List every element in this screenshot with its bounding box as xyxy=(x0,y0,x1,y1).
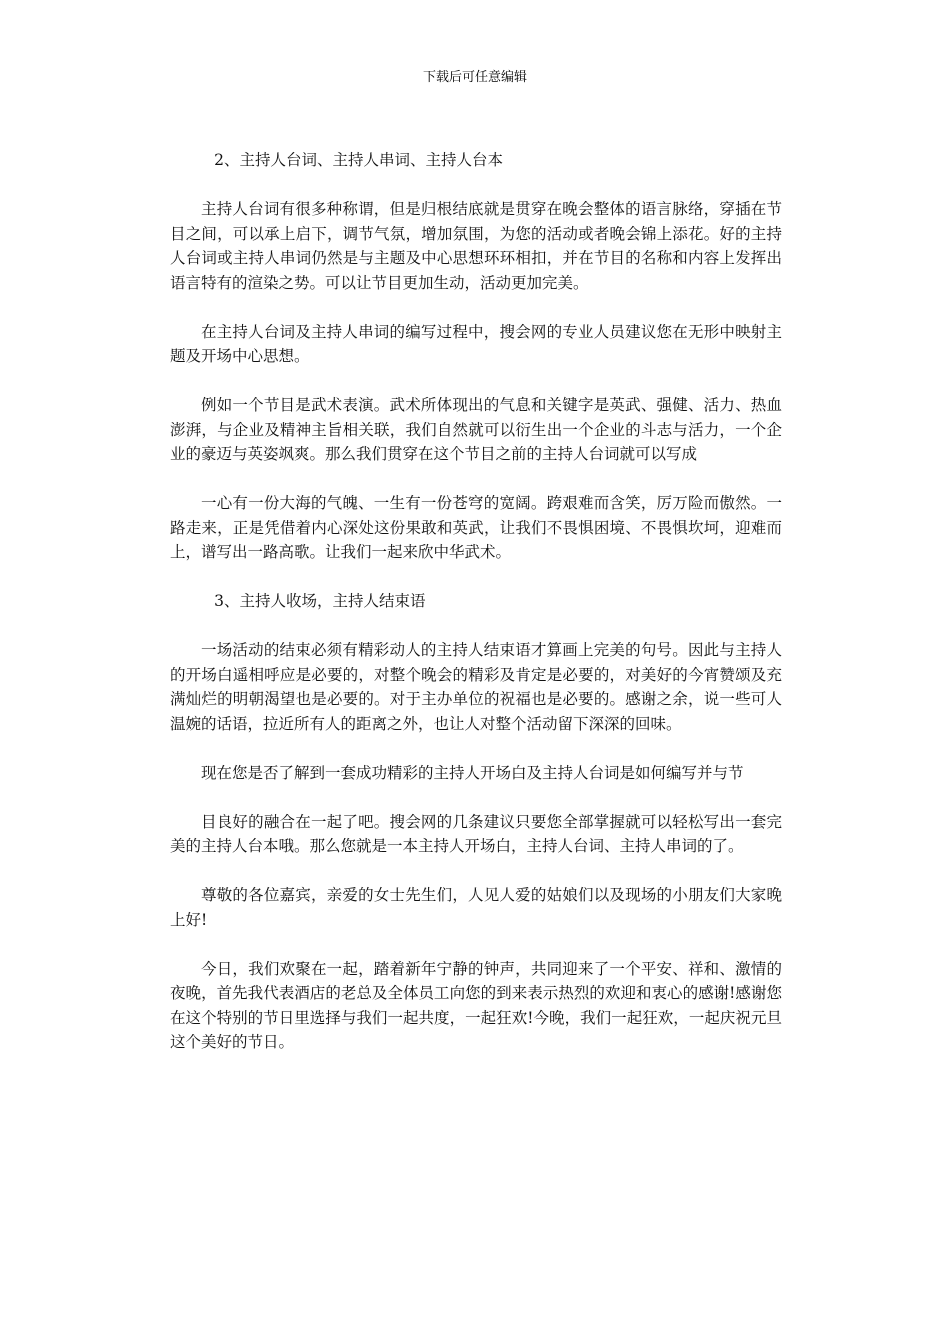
paragraph: 目良好的融合在一起了吧。搜会网的几条建议只要您全部掌握就可以轻松写出一套完美的主持人台本哦。那么您就是一本主持人开场白，主持人台词、主持人串词的了。 xyxy=(170,812,782,855)
document-body xyxy=(170,148,782,1079)
section-heading-3: 3、主持人收场，主持人结束语 xyxy=(214,592,426,610)
paragraph: 主持人台词有很多种称谓，但是归根结底就是贯穿在晚会整体的语言脉络，穿插在节目之间，可以承上启下，调节气氛，增加氛围，为您的活动或者晚会锦上添花。好的主持人台词或主持人串词仍然是与主题及中心思想环环相扣，并在节目的名称和内容上发挥出语言特有的渲染之势。可以让节目更加生动，活动更加完美。 xyxy=(170,200,782,292)
paragraph: 例如一个节目是武术表演。武术所体现出的气息和关键字是英武、强健、活力、热血澎湃，与企业及精神主旨相关联，我们自然就可以衍生出一个企业的斗志与活力，一个企业的豪迈与英姿飒爽。那么我们贯穿在这个节目之前的主持人台词就可以写成 xyxy=(170,396,782,463)
page-header: 下载后可任意编辑 xyxy=(422,70,527,85)
paragraph: 一场活动的结束必须有精彩动人的主持人结束语才算画上完美的句号。因此与主持人的开场白遥相呼应是必要的，对整个晚会的精彩及肯定是必要的，对美好的今宵赞颂及充满灿烂的明朝渴望也是必要的。对于主办单位的祝福也是必要的。感谢之余，说一些可人温婉的话语，拉近所有人的距离之外，也让人对整个活动留下深深的回味。 xyxy=(170,641,782,733)
paragraph: 今日，我们欢聚在一起，踏着新年宁静的钟声，共同迎来了一个平安、祥和、激情的夜晚，首先我代表酒店的老总及全体员工向您的到来表示热烈的欢迎和衷心的感谢!感谢您在这个特别的节日里选择与我们一起共度，一起狂欢!今晚，我们一起狂欢，一起庆祝元旦这个美好的节日。 xyxy=(170,959,782,1051)
paragraph: 在主持人台词及主持人串词的编写过程中，搜会网的专业人员建议您在无形中映射主题及开场中心思想。 xyxy=(170,322,782,365)
section-heading-2: 2、主持人台词、主持人串词、主持人台本 xyxy=(214,151,504,169)
paragraph: 尊敬的各位嘉宾，亲爱的女士先生们，人见人爱的姑娘们以及现场的小朋友们大家晚上好! xyxy=(170,886,782,929)
paragraph: 现在您是否了解到一套成功精彩的主持人开场白及主持人台词是如何编写并与节 xyxy=(201,763,744,782)
paragraph: 一心有一份大海的气魄、一生有一份苍穹的宽阔。跨艰难而含笑，厉万险而傲然。一路走来，正是凭借着内心深处这份果敢和英武，让我们不畏惧困境、不畏惧坎坷，迎难而上，谱写出一路高歌。让我们一起来欣中华武术。 xyxy=(170,494,782,561)
